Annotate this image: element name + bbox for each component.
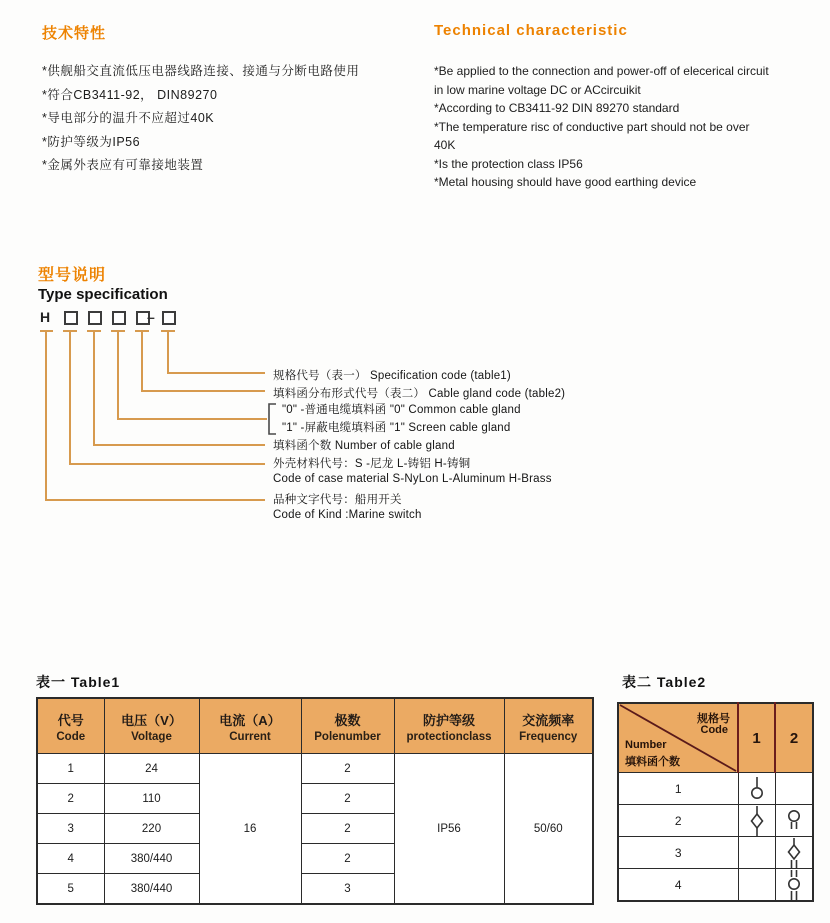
common-gland-label: "0" -普通电缆填料函 "0" Common cable gland: [282, 404, 521, 416]
gland-diamond-double-bottom-icon: [786, 838, 802, 868]
cell-gland-symbol: [775, 869, 813, 902]
tech-item-zh: *防护等级为IP56: [42, 134, 141, 149]
model-code-connector-lines: [40, 328, 290, 524]
tech-line-en: 40K: [434, 138, 456, 152]
table-row: [618, 805, 813, 837]
type-spec-heading-zh: 型号说明: [38, 267, 107, 284]
cell-gland-count: 4: [618, 869, 738, 902]
corner-label-num-zh: 填料函个数: [625, 756, 680, 768]
tech-line-en: *The temperature risc of conductive part should not be over: [434, 119, 750, 134]
cell-voltage: 220: [104, 814, 199, 844]
gland-diamond-stems-icon: [749, 806, 765, 836]
tech-item-zh: *导电部分的温升不应超过40K: [42, 111, 215, 125]
tech-item-zh: *符合CB3411-92， DIN89270: [42, 87, 218, 102]
tech-line-en: *Metal housing should have good earthing device: [434, 175, 697, 189]
table1-header-frequency: 交流频率 Frequency: [504, 698, 593, 754]
tech-item-zh: *金属外表应有可靠接地装置: [42, 158, 204, 172]
cell-voltage: 110: [104, 784, 199, 814]
corner-label-num-en: Number: [625, 739, 667, 751]
screen-gland-label: "1" -屏蔽电缆填料函 "1" Screen cable gland: [282, 422, 511, 434]
gland-circle-legs-bottom-icon: [786, 809, 802, 833]
table1-caption: 表一 Table1: [36, 674, 121, 690]
table1-header-polenumber: 极数 Polenumber: [301, 698, 394, 754]
table2: [617, 702, 814, 902]
model-code-box-1: [64, 311, 78, 325]
cell-poles: 2: [301, 814, 394, 844]
cell-frequency-merged: 50/60: [504, 754, 593, 905]
cell-gland-count: 1: [618, 773, 738, 805]
cell-poles: 3: [301, 874, 394, 905]
gland-circle-double-stems-icon: [786, 870, 802, 900]
tech-line-en: in low marine voltage DC or ACcircuikit: [434, 82, 641, 97]
table-row: [618, 773, 813, 805]
corner-label-spec-en: Code: [700, 724, 728, 736]
spec-code-label: 规格代号（表一） Specification code (table1): [273, 370, 511, 382]
tech-line-en: *Be applied to the connection and power-off of elecerical circuit: [434, 64, 769, 78]
cell-poles: 2: [301, 784, 394, 814]
corner-label-spec-zh: 规格号: [697, 713, 730, 725]
cell-current-merged: 16: [199, 754, 301, 905]
cell-code: 2: [37, 784, 104, 814]
cell-gland-symbol-empty: [738, 869, 775, 902]
type-spec-heading-en: Type specification: [38, 286, 168, 303]
cell-gland-count: 3: [618, 837, 738, 869]
model-code-letter: H: [40, 309, 51, 325]
tech-heading-zh: 技术特性: [42, 25, 107, 42]
table-row: [37, 754, 593, 784]
table1-header-code: 代号 Code: [37, 698, 104, 754]
case-material-label-zh: 外壳材料代号：S -尼龙 L-铸铝 H-铸铜: [273, 458, 471, 470]
cell-gland-symbol: [775, 805, 813, 837]
cell-code: 3: [37, 814, 104, 844]
tech-item-zh: *供舰船交直流低压电器线路连接、接通与分断电路使用: [42, 64, 360, 78]
gland-circle-stem-top-icon: [749, 776, 765, 802]
cell-code: 5: [37, 874, 104, 905]
cell-gland-symbol-empty: [738, 837, 775, 869]
table2-corner-header: [618, 703, 738, 773]
cell-gland-symbol-empty: [775, 773, 813, 805]
table1-header-voltage: 电压（V） Voltage: [104, 698, 199, 754]
cell-protection-merged: IP56: [394, 754, 504, 905]
model-code-box-2: [88, 311, 102, 325]
table-row: [618, 837, 813, 869]
case-material-label-en: Code of case material S-NyLon L-Aluminum H-Brass: [273, 473, 552, 485]
gland-number-label: 填料函个数 Number of cable gland: [273, 440, 455, 452]
model-code-dash: –: [147, 309, 155, 325]
cell-gland-count: 2: [618, 805, 738, 837]
cell-gland-symbol: [775, 837, 813, 869]
table1-header-protectionclass: 防护等级 protectionclass: [394, 698, 504, 754]
model-code-box-5: [162, 311, 176, 325]
tech-list-zh: [42, 60, 422, 178]
table2-colheader-2: 2: [775, 703, 813, 773]
cell-poles: 2: [301, 844, 394, 874]
cell-code: 1: [37, 754, 104, 784]
cell-code: 4: [37, 844, 104, 874]
cell-gland-symbol: [738, 805, 775, 837]
table2-colheader-1: 1: [738, 703, 775, 773]
tech-list-en: [434, 62, 819, 192]
bracket-icon: [269, 404, 276, 434]
cell-voltage: 380/440: [104, 844, 199, 874]
table1: [36, 697, 594, 905]
kind-code-label-zh: 品种文字代号：船用开关: [273, 494, 402, 506]
model-code-box-3: [112, 311, 126, 325]
cell-gland-symbol: [738, 773, 775, 805]
cell-poles: 2: [301, 754, 394, 784]
tech-line-en: *Is the protection class IP56: [434, 156, 583, 171]
tech-heading-en: Technical characteristic: [434, 22, 628, 39]
cell-voltage: 24: [104, 754, 199, 784]
cell-voltage: 380/440: [104, 874, 199, 905]
cable-gland-code-label: 填料函分布形式代号（表二） Cable gland code (table2): [273, 388, 566, 400]
table-row: [618, 869, 813, 902]
kind-code-label-en: Code of Kind :Marine switch: [273, 509, 422, 521]
tech-line-en: *According to CB3411-92 DIN 89270 standard: [434, 101, 680, 115]
table2-caption: 表二 Table2: [622, 674, 707, 690]
table1-header-current: 电流（A） Current: [199, 698, 301, 754]
